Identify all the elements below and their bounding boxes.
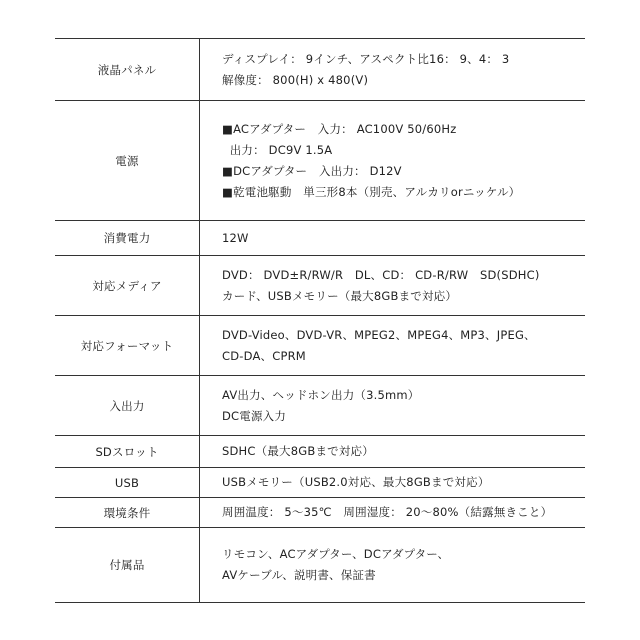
spec-value-line: ■DCアダプター 入出力： D12V	[222, 163, 402, 178]
spec-value-line: ■乾電池駆動 単三形8本（別売、アルカリorニッケル）	[222, 184, 521, 199]
spec-value-line: AVケーブル、説明書、保証書	[222, 568, 376, 582]
spec-row-supported-media	[55, 256, 585, 316]
spec-value	[200, 256, 585, 315]
spec-value-line: カード、USBメモリー（最大8GBまで対応）	[222, 288, 458, 303]
spec-row-supported-formats	[55, 316, 585, 376]
spec-label: 付属品	[55, 528, 200, 602]
spec-label: USB	[55, 468, 200, 497]
spec-value	[200, 528, 585, 602]
spec-label: 対応フォーマット	[55, 316, 200, 375]
spec-value-line: リモコン、ACアダプター、DCアダプター、	[222, 547, 450, 561]
spec-value-line: ディスプレイ： 9インチ、アスペクト比16： 9、4： 3	[222, 51, 510, 66]
spec-value-line: 出力： DC9V 1.5A	[222, 142, 333, 157]
spec-row-power	[55, 101, 585, 221]
spec-value	[200, 468, 585, 497]
spec-label: 消費電力	[55, 221, 200, 255]
spec-row-accessories	[55, 528, 585, 603]
spec-value-line: DVD： DVD±R/RW/R DL、CD： CD-R/RW SD(SDHC)	[222, 267, 540, 282]
spec-row-lcd-panel	[55, 38, 585, 101]
spec-value-line: DVD-Video、DVD-VR、MPEG2、MPEG4、MP3、JPEG、	[222, 327, 536, 342]
spec-label: 対応メディア	[55, 256, 200, 315]
spec-row-power-consumption	[55, 221, 585, 256]
spec-label: 環境条件	[55, 498, 200, 527]
spec-value-line: 12W	[222, 230, 249, 245]
spec-value-line: CD-DA、CPRM	[222, 348, 306, 363]
spec-label: SDスロット	[55, 436, 200, 467]
spec-value-line: 周囲温度： 5～35℃ 周囲湿度： 20～80%（結露無きこと）	[222, 505, 553, 519]
spec-label: 入出力	[55, 376, 200, 435]
spec-value	[200, 221, 585, 255]
spec-value	[200, 39, 585, 100]
spec-table	[55, 38, 585, 603]
spec-value-line: AV出力、ヘッドホン出力（3.5mm）	[222, 387, 420, 402]
spec-value-line: DC電源入力	[222, 408, 287, 423]
spec-value-line: ■ACアダプター 入力： AC100V 50/60Hz	[222, 121, 457, 136]
spec-value	[200, 316, 585, 375]
spec-value	[200, 498, 585, 527]
spec-value	[200, 101, 585, 220]
spec-row-environment	[55, 498, 585, 528]
spec-label: 液晶パネル	[55, 39, 200, 100]
spec-value-line: SDHC（最大8GBまで対応）	[222, 444, 374, 458]
spec-row-usb	[55, 468, 585, 498]
spec-value-line: 解像度： 800(H) x 480(V)	[222, 72, 369, 87]
spec-label: 電源	[55, 101, 200, 220]
spec-value	[200, 376, 585, 435]
spec-row-sd-slot	[55, 436, 585, 468]
spec-value	[200, 436, 585, 467]
spec-value-line: USBメモリー（USB2.0対応、最大8GBまで対応）	[222, 475, 490, 489]
spec-row-io	[55, 376, 585, 436]
